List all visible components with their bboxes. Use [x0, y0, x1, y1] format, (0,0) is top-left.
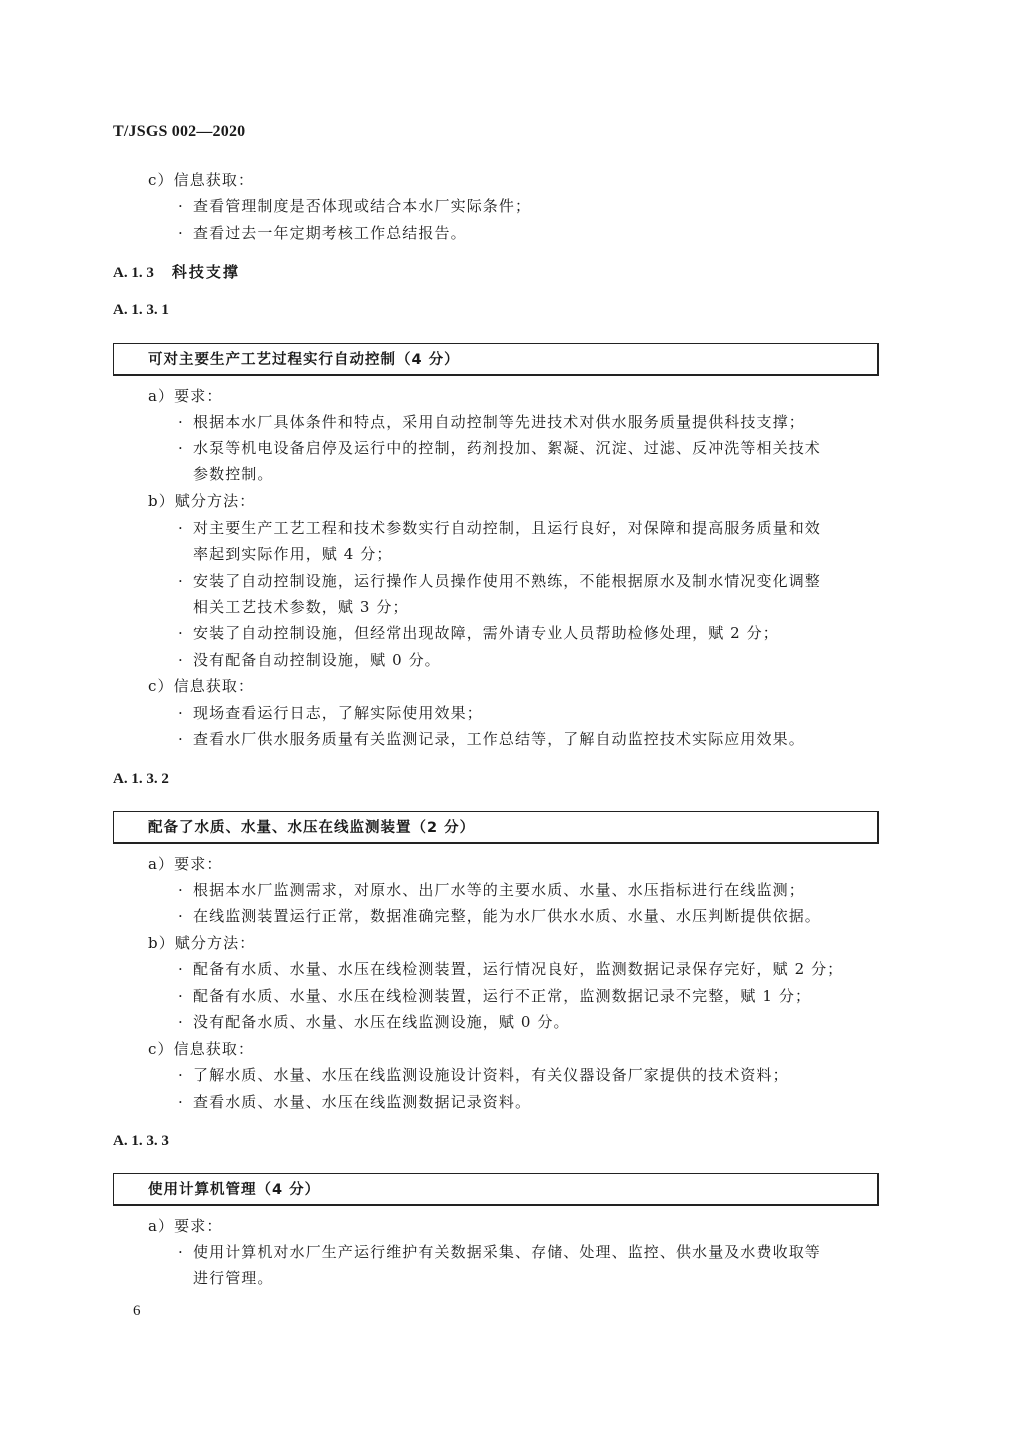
bullet-icon: · — [178, 960, 184, 978]
list-item-text: 对主要生产工艺工程和技术参数实行自动控制，且运行良好，对保障和提高服务质量和效 — [193, 519, 821, 537]
list-item — [178, 412, 805, 432]
list-label-b: b）赋分方法： — [148, 492, 256, 510]
list-label-c: c）信息获取： — [148, 171, 255, 189]
bullet-icon: · — [178, 987, 184, 1005]
list-label-b: b）赋分方法： — [148, 934, 256, 952]
list-item — [178, 571, 821, 591]
bullet-icon: · — [178, 907, 184, 925]
bullet-icon: · — [178, 881, 184, 899]
list-item-text: 在线监测装置运行正常，数据准确完整，能为水厂供水水质、水量、水压判断提供依据。 — [193, 907, 821, 925]
standard-code: T/JSGS 002—2020 — [113, 123, 246, 140]
bullet-icon: · — [178, 1066, 184, 1084]
list-item-text: 没有配备水质、水量、水压在线监测设施，赋 0 分。 — [193, 1013, 570, 1031]
list-item-text: 查看管理制度是否体现或结合本水厂实际条件； — [193, 197, 532, 215]
list-item-continuation: 参数控制。 — [193, 465, 274, 483]
list-item-continuation: 进行管理。 — [193, 1269, 274, 1287]
list-item-text: 没有配备自动控制设施，赋 0 分。 — [193, 651, 441, 669]
bullet-icon: · — [178, 413, 184, 431]
list-item-text: 使用计算机对水厂生产运行维护有关数据采集、存储、处理、监控、供水量及水费收取等 — [193, 1243, 821, 1261]
list-item — [178, 986, 811, 1006]
bullet-icon: · — [178, 519, 184, 537]
clause-title-box — [113, 1173, 879, 1206]
list-item-text: 根据本水厂监测需求，对原水、出厂水等的主要水质、水量、水压指标进行在线监测； — [193, 881, 805, 899]
list-item — [178, 703, 483, 723]
clause-number: A. 1. 3. 1 — [113, 302, 169, 318]
clause-title: 使用计算机管理（4 分） — [148, 1182, 321, 1198]
list-label-a: a）要求： — [148, 855, 223, 873]
clause-number: A. 1. 3. 3 — [113, 1133, 169, 1149]
bullet-icon: · — [178, 197, 184, 215]
list-item — [178, 959, 843, 979]
list-item-text: 根据本水厂具体条件和特点，采用自动控制等先进技术对供水服务质量提供科技支撑； — [193, 413, 805, 431]
section-number: A. 1. 3 — [113, 265, 154, 281]
bullet-icon: · — [178, 572, 184, 590]
clause-title-box — [113, 811, 879, 844]
bullet-icon: · — [178, 1013, 184, 1031]
list-item-continuation: 率起到实际作用，赋 4 分； — [193, 545, 393, 563]
list-label-a: a）要求： — [148, 387, 223, 405]
list-item — [178, 438, 821, 458]
list-item — [178, 518, 821, 538]
section-title: 科技支撑 — [171, 263, 240, 281]
list-item — [178, 623, 779, 643]
bullet-icon: · — [178, 704, 184, 722]
clause-title: 可对主要生产工艺过程实行自动控制（4 分） — [148, 352, 460, 368]
list-item — [178, 1092, 531, 1112]
list-item-text: 配备有水质、水量、水压在线检测装置，运行不正常，监测数据记录不完整，赋 1 分； — [193, 987, 812, 1005]
bullet-icon: · — [178, 624, 184, 642]
list-item — [178, 1012, 570, 1032]
page-number: 6 — [133, 1303, 141, 1319]
list-item-text: 配备有水质、水量、水压在线检测装置，运行情况良好，监测数据记录保存完好，赋 2 分； — [193, 960, 844, 978]
list-item-text: 安装了自动控制设施，运行操作人员操作使用不熟练，不能根据原水及制水情况变化调整 — [193, 572, 821, 590]
list-label-a: a）要求： — [148, 1217, 223, 1235]
section-heading — [113, 262, 240, 283]
bullet-icon: · — [178, 730, 184, 748]
list-item — [178, 880, 805, 900]
bullet-icon: · — [178, 1093, 184, 1111]
list-item — [178, 223, 467, 243]
list-item — [178, 906, 821, 926]
list-item-text: 现场查看运行日志，了解实际使用效果； — [193, 704, 483, 722]
list-item-continuation: 相关工艺技术参数，赋 3 分； — [193, 598, 409, 616]
list-item-text: 水泵等机电设备启停及运行中的控制，药剂投加、絮凝、沉淀、过滤、反冲洗等相关技术 — [193, 439, 821, 457]
bullet-icon: · — [178, 1243, 184, 1261]
list-item — [178, 196, 531, 216]
list-item — [178, 1065, 789, 1085]
list-item — [178, 729, 805, 749]
bullet-icon: · — [178, 439, 184, 457]
bullet-icon: · — [178, 651, 184, 669]
list-item — [178, 1242, 821, 1262]
list-item-text: 查看水厂供水服务质量有关监测记录，工作总结等，了解自动监控技术实际应用效果。 — [193, 730, 805, 748]
list-item-text: 了解水质、水量、水压在线监测设施设计资料，有关仪器设备厂家提供的技术资料； — [193, 1066, 789, 1084]
list-label-c: c）信息获取： — [148, 677, 255, 695]
clause-number: A. 1. 3. 2 — [113, 771, 169, 787]
bullet-icon: · — [178, 224, 184, 242]
list-item-text: 查看过去一年定期考核工作总结报告。 — [193, 224, 467, 242]
list-item — [178, 650, 441, 670]
list-label-c: c）信息获取： — [148, 1040, 255, 1058]
list-item-text: 查看水质、水量、水压在线监测数据记录资料。 — [193, 1093, 532, 1111]
clause-title: 配备了水质、水量、水压在线监测装置（2 分） — [148, 820, 476, 836]
clause-title-box — [113, 343, 879, 376]
list-item-text: 安装了自动控制设施，但经常出现故障，需外请专业人员帮助检修处理，赋 2 分； — [193, 624, 779, 642]
